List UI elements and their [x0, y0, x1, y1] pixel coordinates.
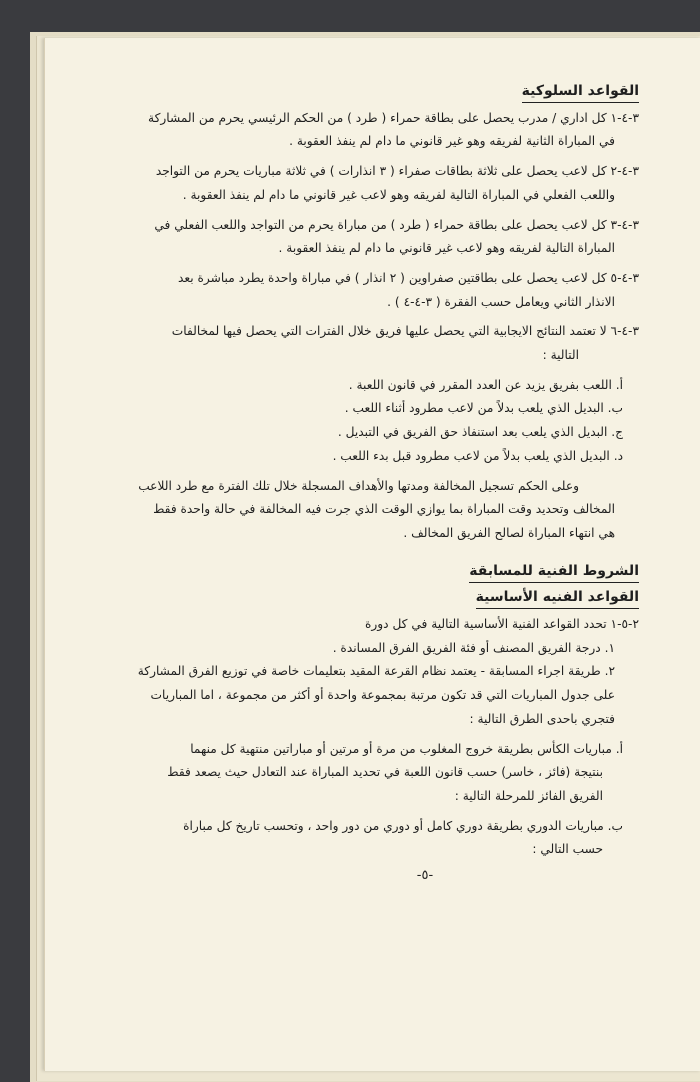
rule-line: الانذار الثاني ويعامل حسب الفقرة ( ٣-٤-٤ ) .	[387, 294, 615, 309]
violations-list	[63, 374, 639, 469]
rule-line: المباراة التالية لفريقه وهو لاعب غير قانوني ما دام لم ينفذ العقوبة .	[278, 241, 615, 256]
method-cup	[63, 738, 639, 809]
list-item: ١. درجة الفريق المصنف أو فئة الفريق الفرق المساندة .	[332, 640, 615, 655]
rule-line: ٣-٤-٥ كل لاعب يحصل على بطاقتين صفراوين ( ٢ انذار ) في مباراة واحدة يطرد مباشرة بعد	[177, 270, 639, 285]
paragraph-line: على جدول المباريات التي قد تكون مرتبة بمجموعة واحدة أو أكثر من مجموعة ، اما المباريات	[150, 688, 615, 703]
document-page	[44, 38, 700, 1071]
paragraph-line: وعلى الحكم تسجيل المخالفة ومدتها والأهداف المسجلة خلال تلك الفترة مع طرد اللاعب	[138, 478, 579, 493]
referee-paragraph	[63, 475, 639, 546]
rule-3-4-6	[63, 320, 639, 367]
rule-3-4-3	[63, 214, 639, 261]
rule-3-4-1	[63, 107, 639, 154]
list-item: أ. اللعب بفريق يزيد عن العدد المقرر في قانون اللعبة .	[348, 377, 623, 392]
heading-technical-conditions: الشروط الفنية للمسابقة	[469, 562, 639, 583]
rule-line: في المباراة الثانية لفريقه وهو غير قانوني ما دام لم ينفذ العقوبة .	[289, 134, 615, 149]
method-league	[63, 815, 639, 862]
rule-line: واللعب الفعلي في المباراة التالية لفريقه وهو لاعب غير قانوني ما دام لم ينفذ العقوبة .	[182, 187, 615, 202]
paragraph-line: حسب التالي :	[532, 842, 603, 857]
page-content	[63, 80, 639, 862]
rule-line: التالية :	[542, 348, 579, 363]
paragraph-line: الفريق الفائز للمرحلة التالية :	[454, 788, 603, 803]
rule-line: ٣-٤-٦ لا تعتمد النتائج الايجابية التي يحصل عليها فريق خلال الفترات التي يحصل فيها لمخالفات	[171, 324, 639, 339]
rule-3-4-5	[63, 267, 639, 314]
rule-line: ٣-٤-٣ كل لاعب يحصل على بطاقة حمراء ( طرد ) من مباراة يحرم من التواجد واللعب الفعلي في	[154, 217, 639, 232]
list-item: ب. البديل الذي يلعب بدلاً من لاعب مطرود أثناء اللعب .	[344, 401, 623, 416]
page-number: -٥-	[416, 868, 434, 883]
rule-line: ٣-٤-٢ كل لاعب يحصل على ثلاثة بطاقات صفراء ( ٣ انذارات ) في ثلاثة مباريات يحرم من التواجد	[155, 164, 639, 179]
paragraph-line: ٢. طريقة اجراء المسابقة - يعتمد نظام القرعة المقيد بتعليمات خاصة في توزيع الفرق المشاركة	[137, 664, 615, 679]
paragraph-line: بنتيجة (فائز ، خاسر) حسب قانون اللعبة في تحديد المباراة عند التعادل حيث يصعد فقط	[167, 765, 603, 780]
rule-2-5-1: ٢-٥-١ تحدد القواعد الفنية الأساسية التالية في كل دورة	[364, 617, 639, 632]
heading-basic-rules: القواعد الفنيه الأساسية	[476, 588, 639, 609]
paragraph-line: هي انتهاء المباراة لصالح الفريق المخالف .	[403, 525, 615, 540]
paragraph-line: أ. مباريات الكأس بطريقة خروج المغلوب من مرة أو مرتين أو مباراتين منتهية كل منهما	[190, 741, 623, 756]
paragraph-line: ب. مباريات الدوري بطريقة دوري كامل أو دوري من دور واحد ، وتحسب تاريخ كل مباراة	[183, 818, 623, 833]
list-item: ج. البديل الذي يلعب بعد استنفاذ حق الفريق في التبديل .	[337, 425, 623, 440]
list-item: د. البديل الذي يلعب بدلاً من لاعب مطرود قبل بدء اللعب .	[332, 448, 623, 463]
heading-behavior-rules: القواعد السلوكية	[522, 82, 639, 103]
rule-3-4-2	[63, 160, 639, 207]
paragraph-line: فتجري باحدى الطرق التالية :	[469, 711, 615, 726]
paragraph-line: المخالف وتحديد وقت المباراة بما يوازي الوقت الذي جرت فيه المخالفة في حالة واحدة فقط	[153, 502, 615, 517]
competition-method	[63, 660, 639, 731]
rule-line: ٣-٤-١ كل اداري / مدرب يحصل على بطاقة حمراء ( طرد ) من الحكم الرئيسي يحرم من المشاركة	[148, 110, 639, 125]
